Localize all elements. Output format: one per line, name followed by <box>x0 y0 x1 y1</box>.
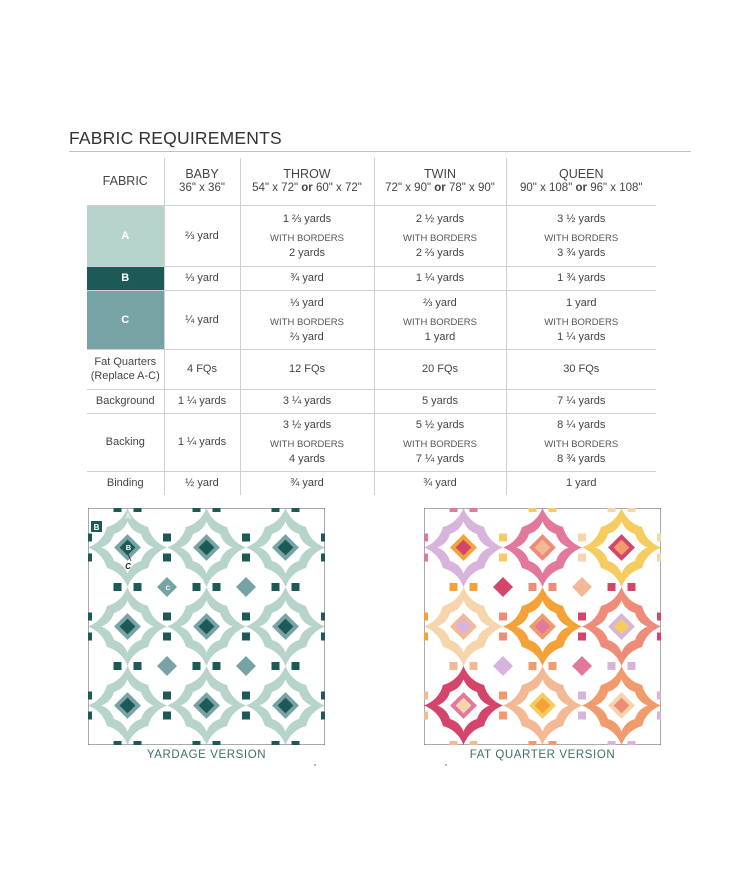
fat-quarter-small-square <box>424 712 428 720</box>
cell-backing-twin: 5 ½ yards WITH BORDERS 7 ¼ yards <box>374 413 506 471</box>
fat-quarter-small-square <box>424 633 428 641</box>
yardage-caption: YARDAGE VERSION <box>146 749 267 761</box>
label-a-corner: A <box>125 512 131 521</box>
cell-a-queen: 3 ½ yards WITH BORDERS 3 ¾ yards <box>506 205 656 266</box>
fat-quarter-small-square <box>499 554 507 562</box>
header-throw: THROW 54" x 72" or 60" x 72" <box>240 158 374 205</box>
fat-quarter-small-square <box>578 554 586 562</box>
fat-quarter-small-square <box>628 583 636 591</box>
cell-c-baby: ¼ yard <box>164 290 240 349</box>
cell-backing-baby: 1 ¼ yards <box>164 413 240 471</box>
fat-quarter-small-square <box>424 613 428 621</box>
stray-dot <box>445 764 447 766</box>
row-label-binding: Binding <box>87 471 164 495</box>
fat-quarter-small-square <box>450 583 458 591</box>
fat-quarter-small-square <box>499 712 507 720</box>
fat-quarter-small-square <box>470 508 478 512</box>
cell-binding-twin: ¾ yard <box>374 471 506 495</box>
fat-quarter-small-square <box>657 633 661 641</box>
cell-b-queen: 1 ¾ yards <box>506 266 656 290</box>
cell-binding-throw: ¾ yard <box>240 471 374 495</box>
fat-quarter-small-square <box>424 534 428 542</box>
page-title: FABRIC REQUIREMENTS <box>69 128 282 148</box>
fat-quarter-small-square <box>450 508 458 512</box>
fat-quarter-quilt-diagram <box>424 508 661 745</box>
fat-quarter-small-square <box>608 583 616 591</box>
cell-a-throw: 1 ⅔ yards WITH BORDERS 2 yards <box>240 205 374 266</box>
fat-quarter-small-square <box>657 712 661 720</box>
fabric-b-swatch: B <box>87 266 164 290</box>
header-baby: BABY 36" x 36" <box>164 158 240 205</box>
fat-quarter-small-square <box>628 662 636 670</box>
fat-quarter-small-square <box>549 583 557 591</box>
cell-binding-baby: ½ yard <box>164 471 240 495</box>
fat-quarter-small-square <box>499 692 507 700</box>
fat-quarter-small-square <box>657 692 661 700</box>
yardage-quilt-diagram <box>88 508 325 745</box>
cell-background-throw: 3 ¼ yards <box>240 389 374 413</box>
cell-background-baby: 1 ¼ yards <box>164 389 240 413</box>
fat-quarter-quilt-svg <box>424 508 661 745</box>
header-queen: QUEEN 90" x 108" or 96" x 108" <box>506 158 656 205</box>
yardage-quilt-labels <box>88 508 325 745</box>
fat-quarter-small-square <box>657 613 661 621</box>
fat-quarter-small-square <box>578 534 586 542</box>
label-b-corner: B <box>93 523 100 532</box>
cell-c-throw: ⅓ yard WITH BORDERS ⅔ yard <box>240 290 374 349</box>
fat-quarter-small-square <box>657 554 661 562</box>
fabric-a-swatch: A <box>87 205 164 266</box>
cell-backing-queen: 8 ¼ yards WITH BORDERS 8 ¾ yards <box>506 413 656 471</box>
fat-quarter-small-square <box>549 741 557 745</box>
fat-quarter-small-square <box>608 508 616 512</box>
table-row-a <box>87 205 656 266</box>
cell-fq-twin: 20 FQs <box>374 349 506 389</box>
fat-quarter-small-square <box>450 662 458 670</box>
row-label-background: Background <box>87 389 164 413</box>
fat-quarter-small-square <box>578 712 586 720</box>
cell-c-queen: 1 yard WITH BORDERS 1 ¼ yards <box>506 290 656 349</box>
fat-quarter-small-square <box>470 741 478 745</box>
fat-quarter-small-square <box>499 613 507 621</box>
fat-quarter-small-square <box>628 508 636 512</box>
cell-c-twin: ⅔ yard WITH BORDERS 1 yard <box>374 290 506 349</box>
cell-a-twin: 2 ½ yards WITH BORDERS 2 ⅔ yards <box>374 205 506 266</box>
fat-quarter-small-square <box>424 692 428 700</box>
cell-a-baby: ⅔ yard <box>164 205 240 266</box>
fat-quarter-small-square <box>628 741 636 745</box>
table-row-backing <box>87 413 656 471</box>
fat-quarter-small-square <box>470 583 478 591</box>
cell-b-twin: 1 ¼ yards <box>374 266 506 290</box>
cell-b-baby: ⅓ yard <box>164 266 240 290</box>
fabric-requirements-table <box>87 158 656 495</box>
label-c-small: C <box>165 585 171 592</box>
fat-quarter-small-square <box>657 534 661 542</box>
fat-quarter-small-square <box>578 613 586 621</box>
table-row-binding <box>87 471 656 495</box>
label-c-arrow: C <box>125 562 131 571</box>
fat-quarter-small-square <box>549 662 557 670</box>
table-row-fat-quarters <box>87 349 656 389</box>
table-header-row <box>87 158 656 205</box>
header-twin: TWIN 72" x 90" or 78" x 90" <box>374 158 506 205</box>
fat-quarter-small-square <box>450 741 458 745</box>
fat-quarter-small-square <box>470 662 478 670</box>
cell-fq-throw: 12 FQs <box>240 349 374 389</box>
cell-binding-queen: 1 yard <box>565 477 597 490</box>
fabric-c-swatch: C <box>87 290 164 349</box>
table-row-c <box>87 290 656 349</box>
row-label-backing: Backing <box>87 413 164 471</box>
header-fabric: FABRIC <box>87 158 164 205</box>
label-c-pointer <box>128 554 131 561</box>
table-row-background <box>87 389 656 413</box>
fat-quarter-caption: FAT QUARTER VERSION <box>469 749 616 761</box>
table-row-b <box>87 266 656 290</box>
fat-quarter-small-square <box>608 662 616 670</box>
cell-background-twin: 5 yards <box>374 389 506 413</box>
title-divider <box>69 151 691 152</box>
fat-quarter-small-square <box>529 583 537 591</box>
fat-quarter-small-square <box>529 508 537 512</box>
fat-quarter-small-square <box>424 554 428 562</box>
fat-quarter-small-square <box>549 508 557 512</box>
cell-b-throw: ¾ yard <box>240 266 374 290</box>
cell-background-queen: 7 ¼ yards <box>506 389 656 413</box>
fat-quarter-small-square <box>578 692 586 700</box>
fat-quarter-small-square <box>499 534 507 542</box>
fat-quarter-small-square <box>529 741 537 745</box>
cell-fq-baby: 4 FQs <box>164 349 240 389</box>
fat-quarter-small-square <box>499 633 507 641</box>
label-b-center: B <box>125 543 132 552</box>
fat-quarter-small-square <box>529 662 537 670</box>
fat-quarter-small-square <box>608 741 616 745</box>
cell-fq-queen: 30 FQs <box>506 349 656 389</box>
fat-quarter-small-square <box>578 633 586 641</box>
stray-dot <box>314 764 316 766</box>
row-label-fat-quarters: Fat Quarters (Replace A-C) <box>87 349 164 389</box>
cell-backing-throw: 3 ½ yards WITH BORDERS 4 yards <box>240 413 374 471</box>
